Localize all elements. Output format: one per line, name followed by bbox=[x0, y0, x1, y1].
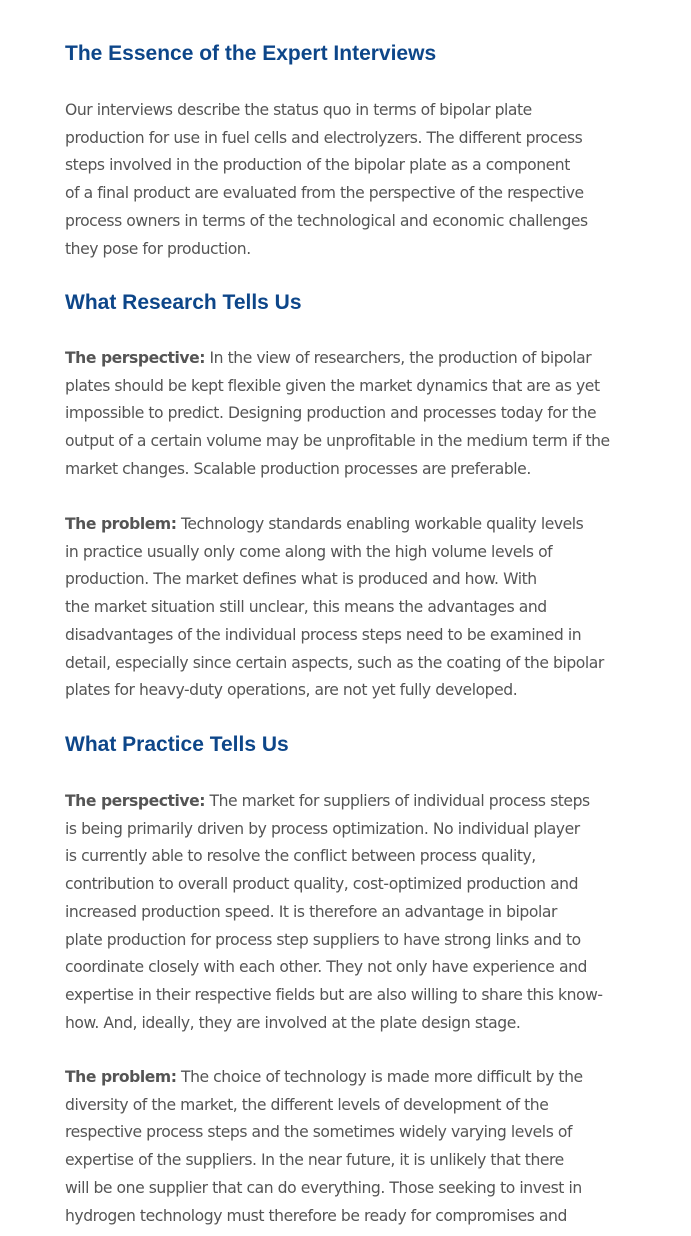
paragraph-line: plates should be kept flexible given the market dynamics that are as yet bbox=[65, 376, 600, 395]
paragraph-line: process owners in terms of the technological and economic challenges bbox=[65, 211, 588, 230]
paragraph-line: expertise of the suppliers. In the near future, it is unlikely that there bbox=[65, 1151, 564, 1170]
paragraph-lead: The problem: bbox=[65, 515, 177, 533]
section-heading-research: What Research Tells Us bbox=[65, 291, 302, 314]
paragraph-line: detail, especially since certain aspects, such as the coating of the bipolar bbox=[65, 653, 604, 672]
paragraph-lead: The perspective: bbox=[65, 792, 206, 810]
paragraph-line: output of a certain volume may be unprofitable in the medium term if the bbox=[65, 432, 610, 451]
paragraph-line bbox=[65, 1064, 583, 1092]
paragraph-line: respective process steps and the sometimes widely varying levels of bbox=[65, 1123, 573, 1142]
paragraph-line: disadvantages of the individual process steps need to be examined in bbox=[65, 625, 582, 644]
paragraph-line: market changes. Scalable production processes are preferable. bbox=[65, 459, 531, 478]
paragraph-line: production for use in fuel cells and electrolyzers. The different process bbox=[65, 128, 583, 147]
paragraph-line: production. The market defines what is produced and how. With bbox=[65, 570, 537, 589]
paragraph-line: of a final product are evaluated from the perspective of the respective bbox=[65, 184, 584, 203]
paragraph-intro bbox=[65, 97, 588, 263]
paragraph-line-text: The market for suppliers of individual process steps bbox=[205, 792, 590, 810]
paragraph-research-perspective bbox=[65, 345, 610, 484]
paragraph-line-text: Technology standards enabling workable quality levels bbox=[176, 515, 584, 533]
section-heading-expert-interviews: The Essence of the Expert Interviews bbox=[65, 42, 437, 65]
paragraph-line: expertise in their respective fields but are also willing to share this know- bbox=[65, 985, 603, 1004]
paragraph-line: in practice usually only come along with the high volume levels of bbox=[65, 542, 553, 561]
paragraph-lead: The problem: bbox=[65, 1068, 177, 1086]
paragraph-line: is currently able to resolve the conflict between process quality, bbox=[65, 847, 536, 866]
paragraph-lead: The perspective: bbox=[65, 349, 206, 367]
paragraph-practice-perspective bbox=[65, 788, 603, 1037]
paragraph-line: hydrogen technology must therefore be ready for compromises and bbox=[65, 1206, 567, 1225]
paragraph-line-text: In the view of researchers, the production of bipolar bbox=[205, 349, 592, 367]
paragraph-line: they pose for production. bbox=[65, 239, 251, 258]
paragraph-line: plate production for process step suppliers to have strong links and to bbox=[65, 930, 581, 949]
paragraph-line bbox=[65, 511, 604, 539]
paragraph-line: contribution to overall product quality, cost-optimized production and bbox=[65, 875, 579, 894]
paragraph-line: Our interviews describe the status quo in terms of bipolar plate bbox=[65, 101, 532, 119]
paragraph-line: is being primarily driven by process optimization. No individual player bbox=[65, 819, 580, 838]
paragraph-line: steps involved in the production of the bipolar plate as a component bbox=[65, 156, 570, 175]
paragraph-research-problem bbox=[65, 511, 604, 705]
paragraph-line: increased production speed. It is therefore an advantage in bipolar bbox=[65, 902, 557, 921]
paragraph-line: diversity of the market, the different levels of development of the bbox=[65, 1095, 549, 1114]
paragraph-line bbox=[65, 345, 610, 373]
paragraph-line: the market situation still unclear, this means the advantages and bbox=[65, 598, 547, 617]
paragraph-line: plates for heavy-duty operations, are not yet fully developed. bbox=[65, 681, 518, 700]
paragraph-line-text: The choice of technology is made more difficult by the bbox=[176, 1068, 583, 1086]
paragraph-line: how. And, ideally, they are involved at the plate design stage. bbox=[65, 1013, 521, 1032]
paragraph-line: coordinate closely with each other. They not only have experience and bbox=[65, 958, 587, 977]
paragraph-line: impossible to predict. Designing production and processes today for the bbox=[65, 404, 597, 423]
paragraph-line: will be one supplier that can do everything. Those seeking to invest in bbox=[65, 1178, 582, 1197]
section-heading-practice: What Practice Tells Us bbox=[65, 733, 289, 756]
paragraph-line bbox=[65, 788, 603, 816]
paragraph-practice-problem bbox=[65, 1064, 583, 1230]
